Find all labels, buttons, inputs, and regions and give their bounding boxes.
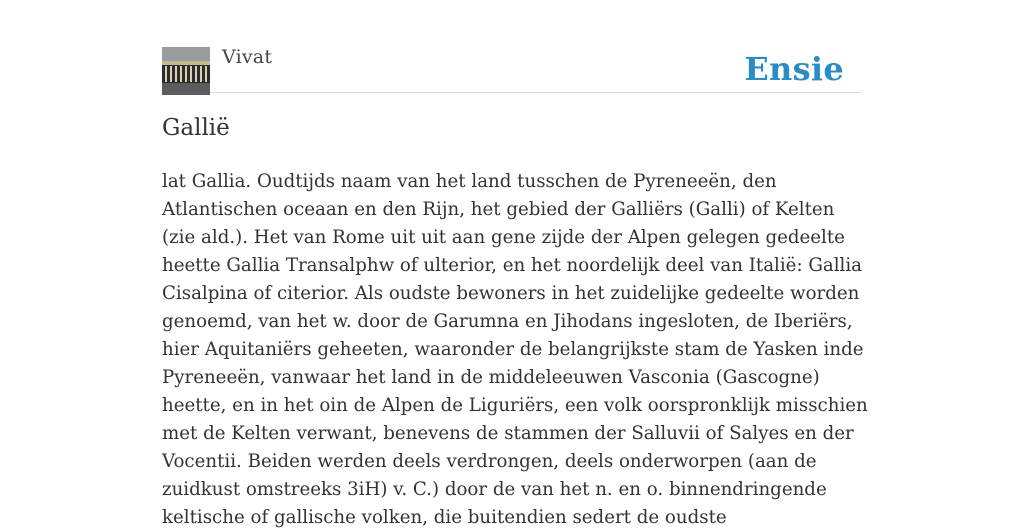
brand-logo[interactable]: Ensie <box>744 50 844 88</box>
author-name[interactable]: Vivat <box>222 46 273 68</box>
author-avatar[interactable] <box>162 47 210 95</box>
page-title: Gallië <box>162 115 230 141</box>
header <box>162 46 862 93</box>
bookshelf-avatar-icon <box>162 47 210 95</box>
article-body: lat Gallia. Oudtijds naam van het land tusschen de Pyreneeën, den Atlantischen oceaan en den Rijn, het gebied der Galliërs (Galli) of Kelten (zie ald.). Het van Rome uit uit aan gene zijde der Alpen gelegen gedeelte heette Gallia Transalphw of ulterior, en het noordelijk deel van Italië: Gallia Cisalpina of citerior. Als oudste bewoners in het zuidelijke gedeelte worden genoemd, van het w. door de Garumna en Jihodans ingesloten, de Iberiërs, hier Aquitaniërs geheeten, waaronder de belangrijkste stam de Yasken inde Pyreneeën, vanwaar het land in de middeleeuwen Vasconia (Gascogne) heette, en in het oin de Alpen de Liguriërs, een volk oorspronklijk misschien met de Kelten verwant, benevens de stammen der Salluvii of Salyes en der Vocentii. Beiden werden deels verdrongen, deels onderworpen (aan de zuidkust omstreeks 3iH) v. C.) door de van het n. en o. binnendringende keltische of gallische volken, die buitendien sedert de oudste <box>162 171 868 528</box>
